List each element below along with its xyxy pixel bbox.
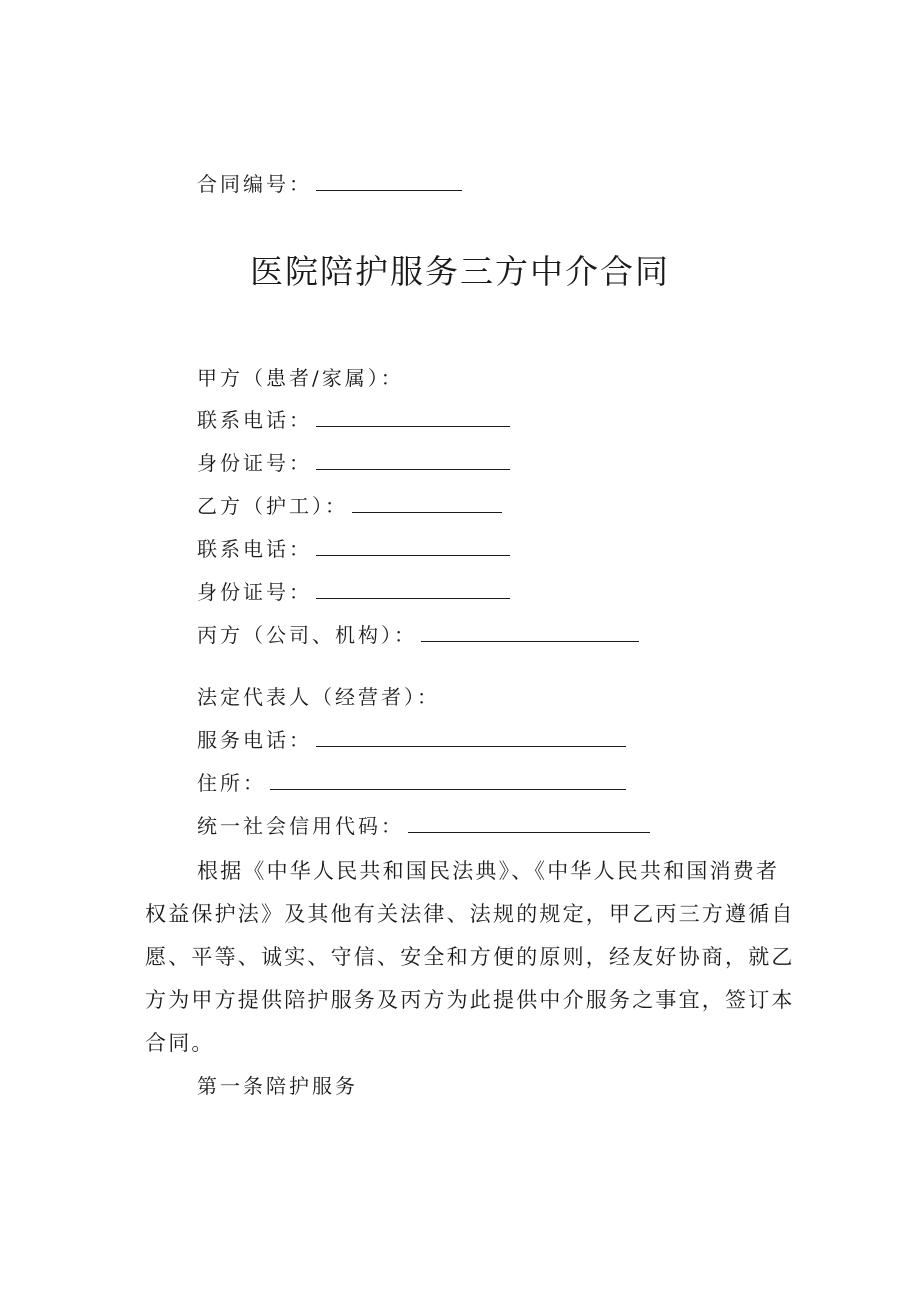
party-c-label: 丙方（公司、机构）： [197,623,417,647]
party-b-id-label: 身份证号： [197,580,312,604]
contract-number-label: 合同编号： [197,172,312,196]
preamble-line-1: 根据《中华人民共和国民法典》、《中华人民共和国消费者 [197,859,780,883]
document-title: 医院陪护服务三方中介合同 [250,252,670,291]
party-a-id-blank[interactable] [316,451,510,470]
party-b-phone-line [197,537,510,561]
preamble-paragraph [145,850,805,1065]
party-c-line [197,623,639,647]
party-b-phone-blank[interactable] [316,537,510,556]
party-b-id-blank[interactable] [316,580,510,599]
party-c-service-phone-line [197,728,626,752]
party-c-rep-label: 法定代表人（经营者）： [197,685,440,709]
article-1-heading-text: 第一条陪护服务 [197,1074,358,1098]
party-c-service-phone-blank[interactable] [316,728,626,747]
party-c-credit-code-line [197,814,650,838]
party-a-id-line [197,451,510,475]
party-c-credit-code-blank[interactable] [408,814,650,833]
party-b-blank[interactable] [352,494,502,513]
party-c-rep-line [197,685,440,709]
preamble-line-4: 方为甲方提供陪护服务及丙方为此提供中介服务之事宜，签订本 [145,988,795,1012]
party-c-credit-code-label: 统一社会信用代码： [197,814,404,838]
article-1-heading [197,1074,358,1098]
party-a-phone-label: 联系电话： [197,408,312,432]
preamble-line-3: 愿、平等、诚实、守信、安全和方便的原则，经友好协商，就乙 [145,945,795,969]
preamble-line-5: 合同。 [145,1031,215,1055]
party-b-label: 乙方（护工）： [197,494,348,518]
party-a-line [197,366,404,390]
party-c-address-label: 住所： [197,771,266,795]
party-b-line [197,494,502,518]
party-c-address-blank[interactable] [270,771,626,790]
party-a-id-label: 身份证号： [197,451,312,475]
preamble-line-2: 权益保护法》及其他有关法律、法规的规定，甲乙丙三方遵循自 [145,902,795,926]
party-a-phone-blank[interactable] [316,408,510,427]
party-c-blank[interactable] [421,623,639,642]
party-a-label: 甲方（患者/家属）： [197,366,404,390]
party-b-phone-label: 联系电话： [197,537,312,561]
party-a-phone-line [197,408,510,432]
contract-number-line [197,172,462,196]
party-c-service-phone-label: 服务电话： [197,728,312,752]
contract-number-blank[interactable] [316,172,462,191]
party-b-id-line [197,580,510,604]
party-c-address-line [197,771,626,795]
